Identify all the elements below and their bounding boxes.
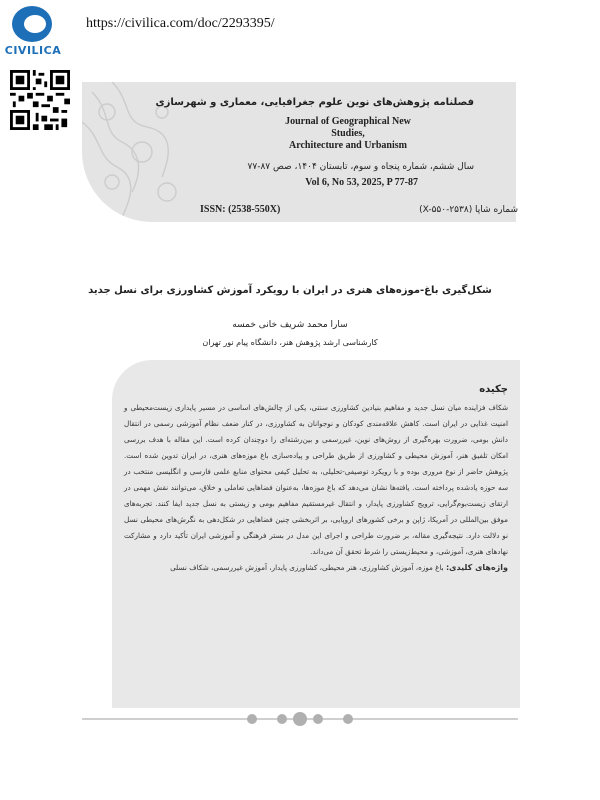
abstract-text: شکاف فزاینده میان نسل جدید و مفاهیم بنیادین کشاورزی سنتی، یکی از چالش‌های اساسی در مسیر پایداری زیست‌محیطی و امنیت غذایی در ایران است. کاهش علاقه‌مندی کودکان و نوجوانان به کشاورزی، در کنار ضعف نظام آموزشی رسمی در انتقال دانش بومی، ضرورت بهره‌گیری از روش‌های نوین، غیررسمی و بین‌رشته‌ای را دوچندان کرده است. این مقاله با هدف بررسی امکان تلفیق هنر، آموزش محیطی و کشاورزی از طریق طراحی و پیاده‌سازی باغ موزه‌های هنری، در ایران تدوین شده است. پژوهش حاضر از نوع مروری بوده و با رویکرد توصیفی-تحلیلی، به تحلیل کیفی محتوای منابع علمی فارسی و انگلیسی منتخب در سه حوزه یادشده پرداخته است. یافته‌ها نشان می‌دهد که باغ موزه‌ها، به‌عنوان فضاهایی تعاملی و خلاق، می‌توانند نقش مهمی در ارتقای زیست‌بوم‌گرایی، ترویج کشاورزی پایدار، و انتقال غیرمستقیم مفاهیم بومی و زیستی به نسل جدید ایفا کنند. تجربه‌های موفق بین‌المللی در آمریکا، ژاپن و برخی کشورهای اروپایی، بر اثربخشی چنین فضاهایی در شکل‌دهی به نگرش‌های محیطی نسل نو دلالت دارد. نتیجه‌گیری مقاله، بر ضرورت طراحی و اجرای این مدل در بستر فرهنگی و آموزشی ایران تأکید دارد و مشارکت نهادهای هنری، آموزشی، و محیط‌زیستی را شرط تحقق آن می‌داند. xyxy=(124,403,508,556)
logo-text: CIVILICA xyxy=(4,44,62,57)
bottom-ornament xyxy=(82,710,518,728)
abstract-body xyxy=(124,400,508,576)
abstract-heading: چکیده xyxy=(479,384,508,395)
keywords-label: واژه‌های کلیدی: xyxy=(445,563,508,572)
journal-title-en-line1: Journal of Geographical New Studies, xyxy=(285,116,411,139)
logo-mark xyxy=(12,6,52,42)
document-url[interactable]: https://civilica.com/doc/2293395/ xyxy=(86,16,275,31)
author-name: سارا محمد شریف خانی خمسه xyxy=(232,320,348,330)
journal-title-en xyxy=(278,116,418,152)
keywords: باغ موزه، آموزش کشاورزی، هنر محیطی، کشاورزی پایدار، آموزش غیررسمی، شکاف نسلی xyxy=(170,563,444,572)
journal-title-fa: فصلنامه پژوهش‌های نوین علوم جغرافیایی، معماری و شهرسازی xyxy=(155,97,474,108)
journal-header xyxy=(82,82,516,222)
issn-en: ISSN: (2538-550X) xyxy=(200,204,281,215)
volume-info-en: Vol 6, No 53, 2025, P 77-87 xyxy=(305,177,418,188)
journal-title-en-line2: Architecture and Urbanism xyxy=(289,140,407,151)
issn-fa: شماره شاپا (X-۵۵۰-۲۵۳۸) xyxy=(419,205,518,215)
author-affiliation: کارشناسی ارشد پژوهش هنر، دانشگاه پیام نور تهران xyxy=(202,338,378,347)
article-title: شکل‌گیری باغ-موزه‌های هنری در ایران با رویکرد آموزش کشاورزی برای نسل جدید xyxy=(88,285,492,296)
civilica-logo-icon[interactable] xyxy=(4,4,62,60)
volume-info-fa: سال ششم، شماره پنجاه و سوم، تابستان ۱۴۰۴، صص ۸۷-۷۷ xyxy=(247,162,474,172)
abstract-box xyxy=(112,360,520,708)
qr-code-icon xyxy=(10,70,70,130)
